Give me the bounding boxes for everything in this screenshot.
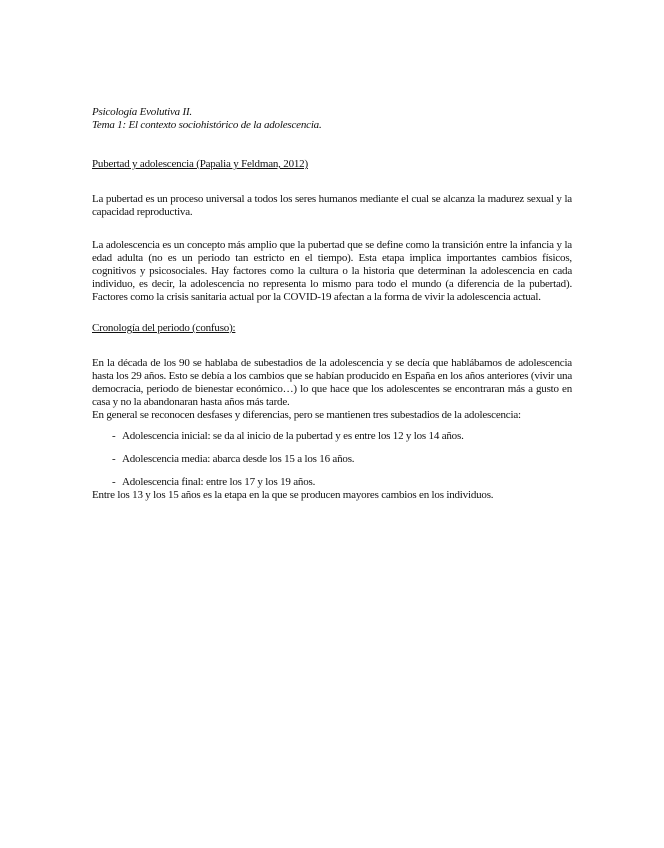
- paragraph-pubertad-definition: La pubertad es un proceso universal a todos los seres humanos mediante el cual se alcanza la madurez sexual y la capacidad reproductiva.: [92, 193, 572, 218]
- paragraph-adolescencia-definition: La adolescencia es un concepto más amplio que la pubertad que se define como la transición entre la infancia y la edad adulta (no es un periodo tan estricto en el tiempo). Esta etapa implica importantes cambios físicos, cognitivos y psicosociales. Hay factores como la cultura o la historia que determinan la adolescencia en cada individuo, es decir, la adolescencia no representa lo mismo para todo el mundo (a diferencia de la pubertad). Factores como la crisis sanitaria actual por la COVID-19 afectan a la forma de vivir la adolescencia actual.: [92, 239, 572, 303]
- topic-title: Tema 1: El contexto sociohistórico de la adolescencia.: [92, 119, 322, 131]
- course-title: Psicología Evolutiva II.: [92, 106, 192, 118]
- paragraph-mayores-cambios: Entre los 13 y los 15 años es la etapa en la que se producen mayores cambios en los individuos.: [92, 489, 494, 501]
- paragraph-subestadios-intro: En general se reconocen desfases y diferencias, pero se mantienen tres subestadios de la adolescencia:: [92, 409, 521, 421]
- bullet-dash: -: [112, 453, 116, 465]
- subestadios-list: [92, 430, 572, 489]
- list-item: [92, 453, 572, 466]
- paragraph-decada-90: En la década de los 90 se hablaba de subestadios de la adolescencia y se decía que hablábamos de adolescencia hasta los 29 años. Esto se debía a los cambios que se habían producido en España en los años anteriores (vivir una democracia, periodo de bienestar económico…) lo que hace que los adolescentes se encontraran más a gusto en casa y no la abandonaran hasta años más tarde.: [92, 357, 572, 408]
- list-item: [92, 476, 572, 489]
- list-item-text: Adolescencia inicial: se da al inicio de la pubertad y es entre los 12 y los 14 años.: [122, 430, 464, 442]
- bullet-dash: -: [112, 476, 116, 488]
- list-item: [92, 430, 572, 443]
- document-body: [92, 106, 572, 502]
- section-title-pubertad: Pubertad y adolescencia (Papalia y Feldman, 2012): [92, 158, 308, 170]
- section-title-cronologia: Cronología del periodo (confuso):: [92, 322, 236, 334]
- list-item-text: Adolescencia media: abarca desde los 15 a los 16 años.: [122, 453, 355, 465]
- list-item-text: Adolescencia final: entre los 17 y los 19 años.: [122, 476, 316, 488]
- bullet-dash: -: [112, 430, 116, 442]
